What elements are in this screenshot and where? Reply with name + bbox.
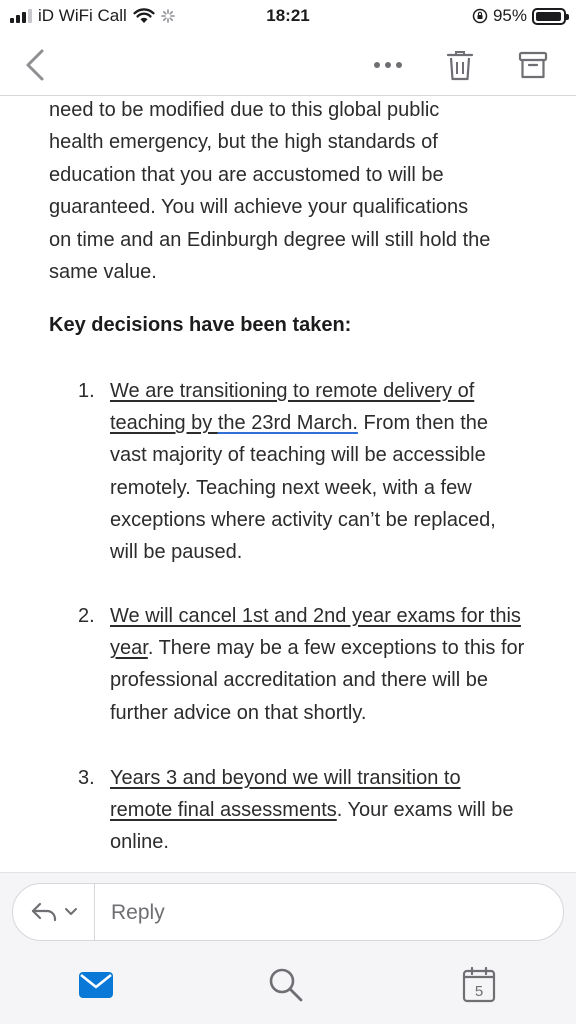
delete-button[interactable] bbox=[439, 44, 481, 86]
mail-icon bbox=[78, 971, 114, 999]
decision-rest: From then the vast majority of teaching will be accessible remotely. Teaching next week, with a few exceptions where activity can’t be replaced, will be paused. bbox=[110, 412, 496, 564]
decision-rest: . Your exams will be online. bbox=[110, 799, 514, 854]
decision-item-3 bbox=[78, 762, 528, 859]
more-icon bbox=[372, 61, 404, 69]
archive-button[interactable] bbox=[512, 44, 554, 86]
list-number: 2. bbox=[78, 605, 95, 627]
chevron-down-icon bbox=[64, 907, 78, 917]
battery-fill bbox=[536, 12, 561, 21]
decisions-heading: Key decisions have been taken: bbox=[49, 314, 352, 336]
bottom-bar bbox=[0, 872, 576, 1024]
reply-field[interactable] bbox=[12, 883, 564, 941]
decision-underlined: We are transitioning to remote delivery of teaching by bbox=[110, 380, 475, 435]
trash-icon bbox=[445, 49, 475, 81]
reply-icon bbox=[30, 901, 58, 923]
intro-line: same value. bbox=[49, 261, 157, 284]
back-button[interactable] bbox=[14, 44, 56, 86]
list-number: 1. bbox=[78, 380, 95, 402]
reply-label: Reply bbox=[111, 901, 165, 924]
status-bar bbox=[0, 0, 576, 34]
battery-percent: 95% bbox=[492, 6, 527, 25]
battery-icon bbox=[532, 8, 566, 25]
more-button[interactable] bbox=[367, 44, 409, 86]
orientation-lock-icon bbox=[472, 8, 488, 24]
email-body[interactable] bbox=[0, 96, 576, 872]
calendar-day: 5 bbox=[474, 983, 484, 1000]
decision-underlined: We will cancel 1st and 2nd year exams for this year bbox=[110, 605, 521, 660]
decision-item-1 bbox=[78, 375, 528, 568]
intro-line: education that you are accustomed to will be bbox=[49, 163, 444, 186]
decision-underlined: Years 3 and beyond we will transition to remote final assessments bbox=[110, 767, 461, 822]
decision-underlined-date: the 23rd March. bbox=[217, 412, 358, 435]
intro-paragraph bbox=[49, 96, 549, 288]
intro-line: guaranteed. You will achieve your qualifications bbox=[49, 196, 469, 219]
tab-calendar[interactable] bbox=[459, 965, 499, 1005]
intro-line: health emergency, but the high standards of bbox=[49, 131, 438, 154]
reply-options-button[interactable] bbox=[13, 884, 95, 940]
search-icon bbox=[267, 966, 305, 1004]
decision-item-2 bbox=[78, 600, 528, 729]
carrier-label: iD WiFi Call bbox=[38, 6, 127, 25]
intro-line: on time and an Edinburgh degree will still hold the bbox=[49, 228, 491, 251]
intro-line: need to be modified due to this global public bbox=[49, 99, 440, 121]
decision-text bbox=[110, 600, 528, 729]
status-time: 18:21 bbox=[266, 6, 310, 25]
email-toolbar bbox=[0, 34, 576, 96]
tab-search[interactable] bbox=[266, 965, 306, 1005]
status-right bbox=[472, 6, 566, 26]
decision-rest: . There may be a few exceptions to this for professional accreditation and there will be further advice on that shortly. bbox=[110, 637, 525, 724]
decision-text bbox=[110, 762, 528, 859]
tab-mail[interactable] bbox=[76, 965, 116, 1005]
decision-text bbox=[110, 375, 528, 568]
list-number: 3. bbox=[78, 767, 95, 789]
chevron-left-icon bbox=[24, 48, 46, 82]
archive-icon bbox=[518, 50, 548, 80]
calendar-icon bbox=[460, 966, 498, 1004]
